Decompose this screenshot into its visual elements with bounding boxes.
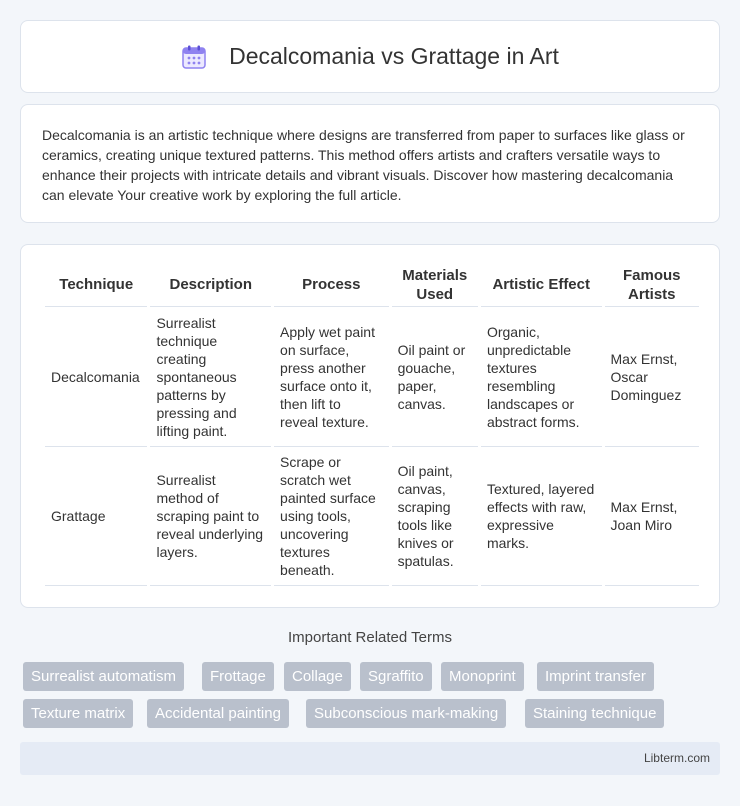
- tag-accidental-painting[interactable]: Accidental painting: [147, 699, 289, 728]
- tag-staining-technique[interactable]: Staining technique: [525, 699, 664, 728]
- cell-materials: Oil paint, canvas, scraping tools like knives or spatulas.: [392, 447, 478, 586]
- tag-subconscious-mark-making[interactable]: Subconscious mark-making: [306, 699, 506, 728]
- cell-materials: Oil paint or gouache, paper, canvas.: [392, 307, 478, 447]
- header-artists: Famous Artists: [605, 263, 699, 307]
- intro-text: Decalcomania is an artistic technique where designs are transferred from paper to surfaces like glass or ceramics, creating unique textured patterns. This method offers artists and crafters versatile ways to enhance their projects with intricate details and vibrant visuals. Discover how mastering decalcomania can elevate Your creative work by exploring the full article.: [42, 127, 685, 203]
- cell-process: Scrape or scratch wet painted surface using tools, uncovering textures beneath.: [274, 447, 389, 586]
- table-row: [45, 447, 699, 586]
- header-process: Process: [274, 263, 389, 307]
- header-description: Description: [150, 263, 271, 307]
- cell-effect: Organic, unpredictable textures resembling landscapes or abstract forms.: [481, 307, 602, 447]
- related-terms-heading: Important Related Terms: [288, 629, 452, 646]
- comparison-table-card: [20, 244, 720, 608]
- cell-technique: Grattage: [45, 447, 147, 586]
- comparison-table: [42, 263, 702, 586]
- cell-artists: Max Ernst, Joan Miro: [605, 447, 699, 586]
- cell-effect: Textured, layered effects with raw, expressive marks.: [481, 447, 602, 586]
- tag-collage[interactable]: Collage: [284, 662, 351, 691]
- page-title: Decalcomania vs Grattage in Art: [229, 43, 559, 69]
- cell-description: Surrealist method of scraping paint to reveal underlying layers.: [150, 447, 271, 586]
- tag-frottage[interactable]: Frottage: [202, 662, 274, 691]
- tag-texture-matrix[interactable]: Texture matrix: [23, 699, 133, 728]
- header-technique: Technique: [45, 263, 147, 307]
- title-card: [20, 20, 720, 93]
- header-effect: Artistic Effect: [481, 263, 602, 307]
- header-materials: Materials Used: [392, 263, 478, 307]
- calendar-icon: [181, 44, 207, 70]
- cell-process: Apply wet paint on surface, press another surface onto it, then lift to reveal texture.: [274, 307, 389, 447]
- tag-monoprint[interactable]: Monoprint: [441, 662, 524, 691]
- tag-surrealist-automatism[interactable]: Surrealist automatism: [23, 662, 184, 691]
- tag-imprint-transfer[interactable]: Imprint transfer: [537, 662, 654, 691]
- intro-card: [20, 104, 720, 223]
- table-header-row: [45, 263, 699, 307]
- table-row: [45, 307, 699, 447]
- footer: [20, 742, 720, 775]
- cell-technique: Decalcomania: [45, 307, 147, 447]
- footer-site-link[interactable]: Libterm.com: [643, 751, 710, 765]
- tag-sgraffito[interactable]: Sgraffito: [360, 662, 432, 691]
- cell-artists: Max Ernst, Oscar Dominguez: [605, 307, 699, 447]
- cell-description: Surrealist technique creating spontaneous patterns by pressing and lifting paint.: [150, 307, 271, 447]
